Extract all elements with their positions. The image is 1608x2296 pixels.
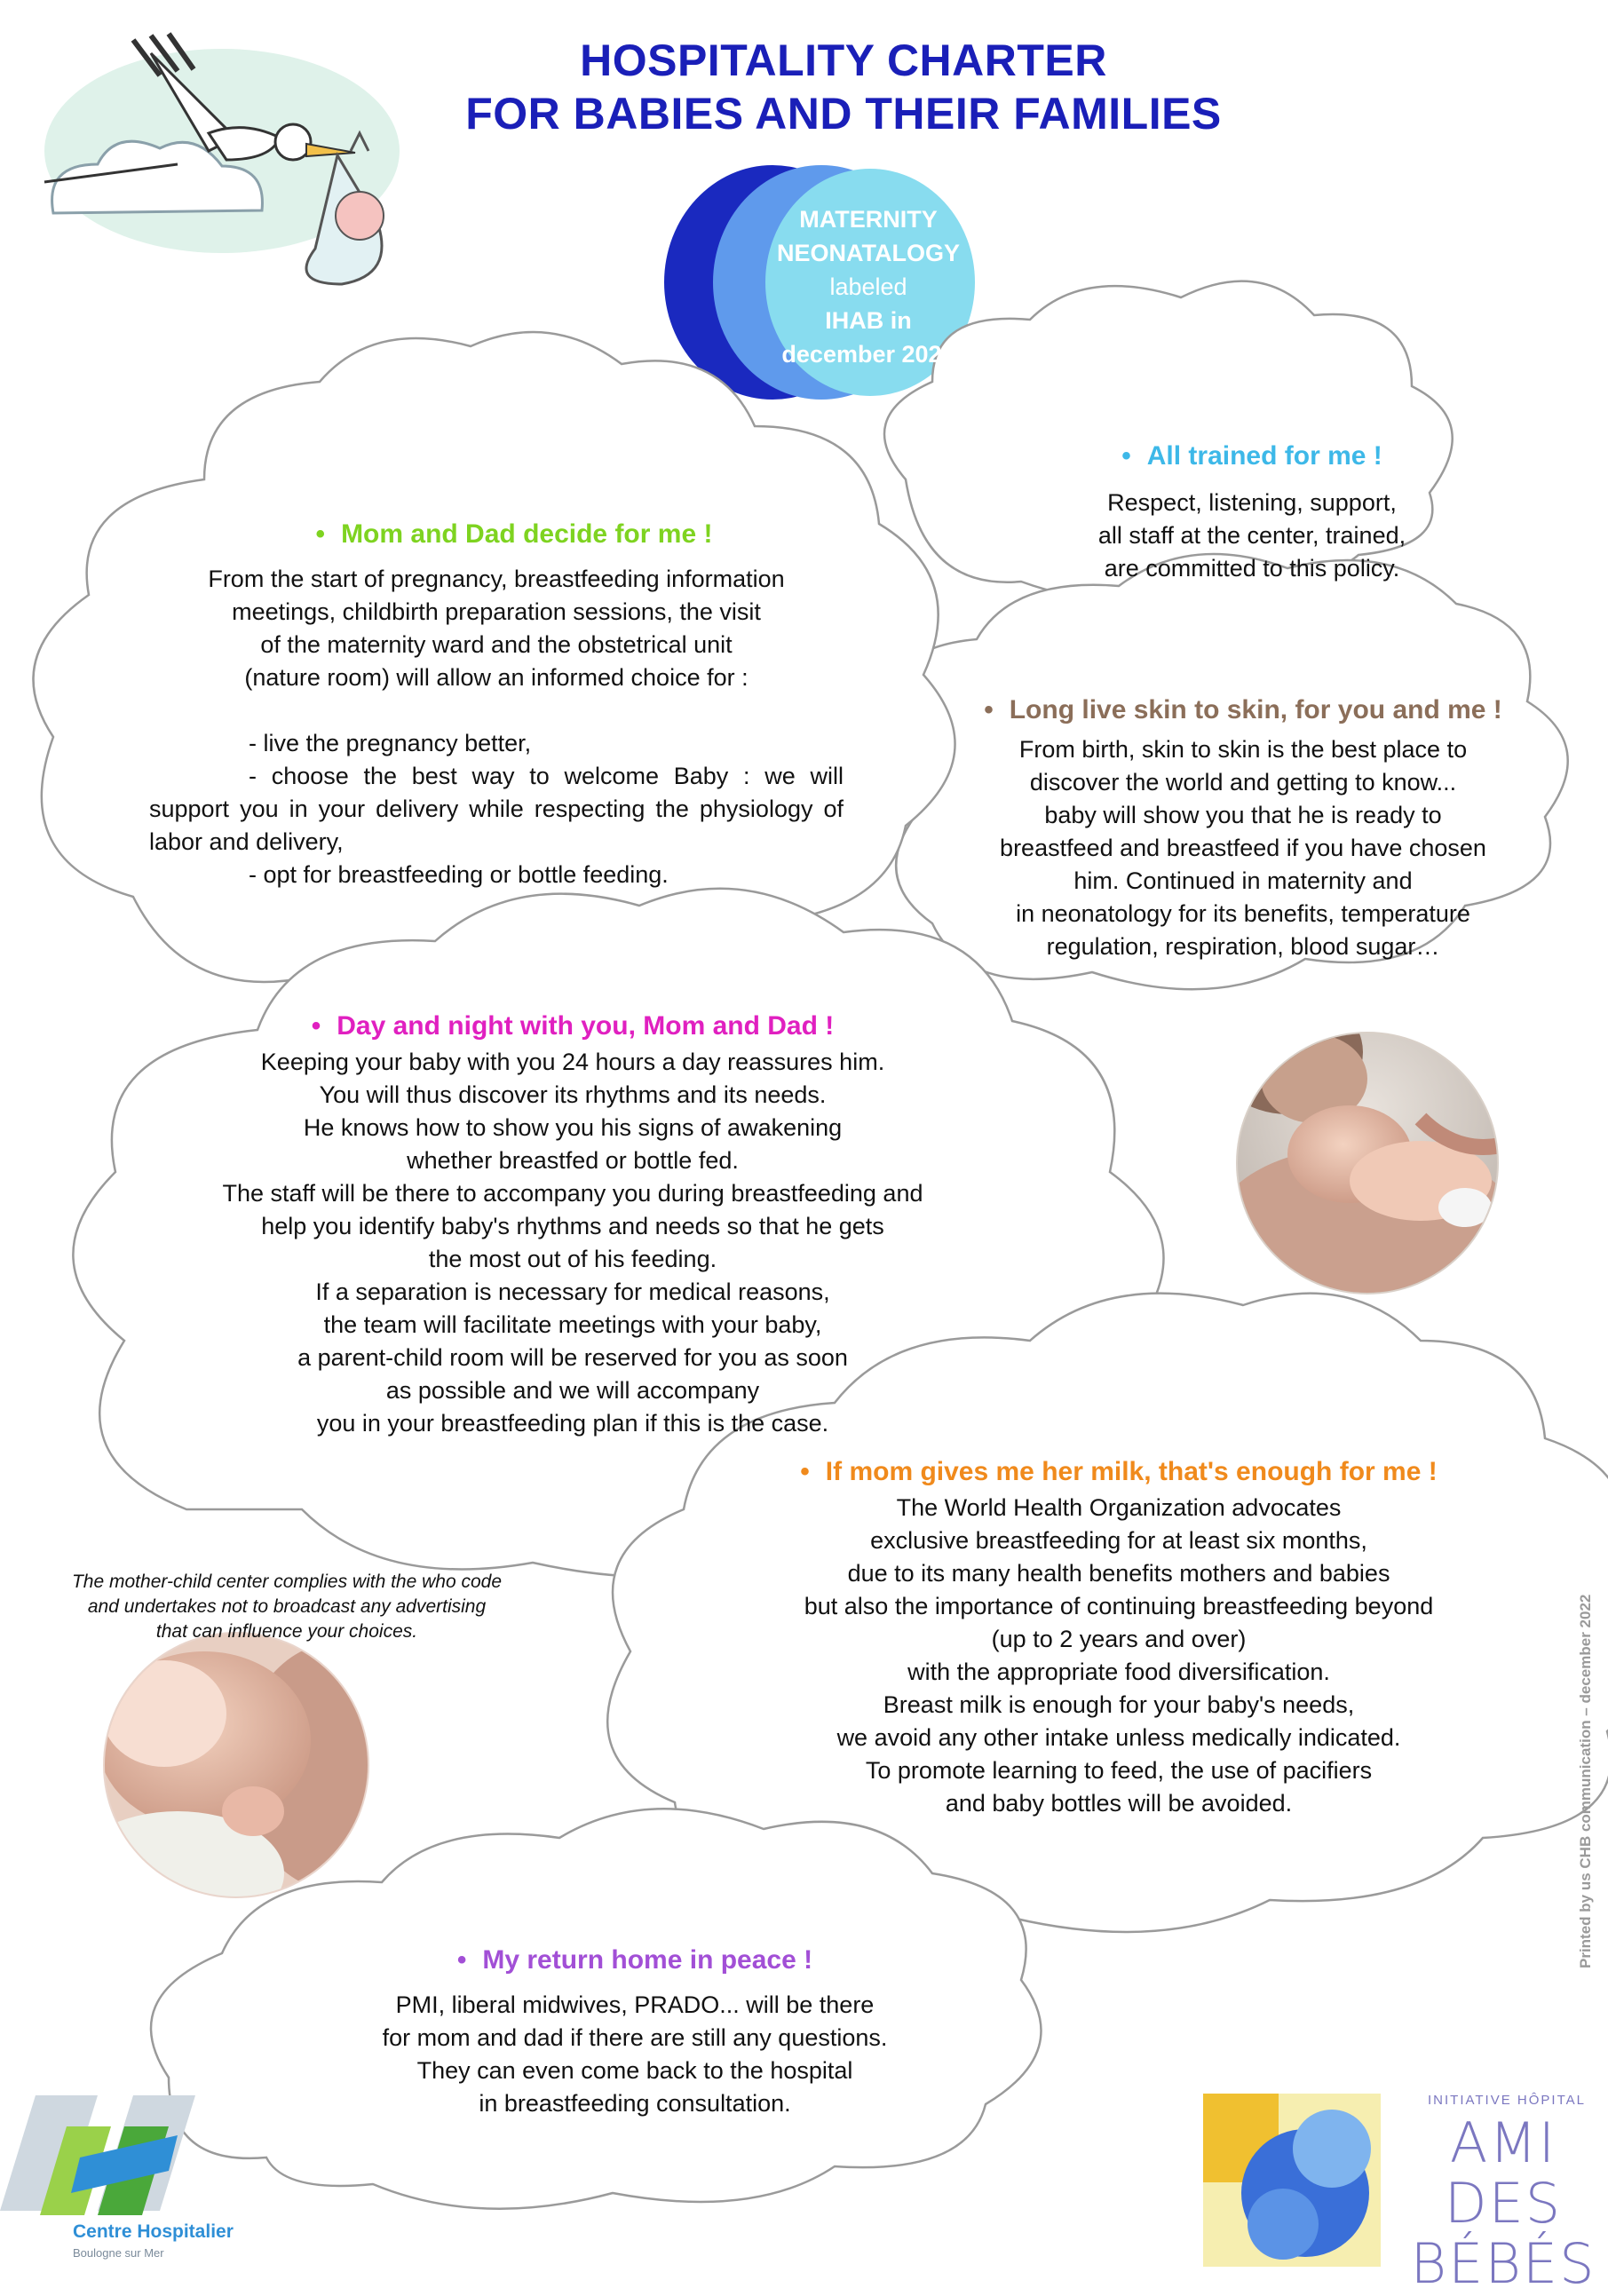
- section-body: From birth, skin to skin is the best place to discover the world and getting to know... baby will show you that he is ready to breastfeed and breastfeed if you have chosen him. Continued in maternity and in neonatology for its benefits, temperature regulation, respiration, blood sugar…: [1000, 736, 1486, 960]
- title-line-2: FOR BABIES AND THEIR FAMILIES: [465, 89, 1222, 139]
- section-body: Keeping your baby with you 24 hours a day reassures him. You will thus discover its rhythms and its needs. He knows how to show you his signs of awakening whether breastfed or bottle fed. The staff will be there to accompany you during breastfeeding and help you identify baby's rhythms and needs so that he gets the most out of his feeding. If a separation is necessary for medical reasons, the team will facilitate meetings with your baby, a parent-child room will be reserved for you as soon as possible and we will accompany you in your breastfeeding plan if this is the case.: [222, 1049, 923, 1437]
- who-code-note: The mother-child center complies with the who code and undertakes not to broadcast any advertising that can influence your choices.: [71, 1572, 502, 1642]
- badge-line: labeled: [829, 273, 907, 300]
- ihab-badge: [735, 202, 1002, 371]
- section-heading: • All trained for me !: [1121, 441, 1382, 471]
- section-heading: • My return home in peace !: [456, 1945, 813, 1975]
- section-body: PMI, liberal midwives, PRADO... will be there for mom and dad if there are still any questions. They can even come back to the hospital in breastfeeding consultation.: [382, 1991, 888, 2117]
- bullet-icon: •: [311, 1011, 321, 1041]
- page-title: [320, 34, 1367, 140]
- badge-line: MATERNITY: [799, 206, 938, 233]
- section-heading: • If mom gives me her milk, that's enough for me !: [800, 1457, 1438, 1486]
- bullet-icon: •: [456, 1945, 467, 1975]
- section-daynight: [142, 1009, 1003, 1440]
- section-heading: • Long live skin to skin, for you and me !: [984, 695, 1502, 724]
- bullet-icon: •: [984, 695, 994, 724]
- section-trained: [941, 439, 1563, 585]
- title-line-1: HOSPITALITY CHARTER: [580, 36, 1107, 85]
- badge-line: NEONATALOGY: [777, 240, 960, 266]
- section-milk: [675, 1454, 1563, 1820]
- bullet-icon: •: [800, 1457, 810, 1486]
- dad-baby-photo: [1212, 990, 1518, 1305]
- section-home: [293, 1943, 977, 2120]
- section-body: From the start of pregnancy, breastfeeding information meetings, childbirth preparation sessions, the visit of the maternity ward and the obstetrical unit (nature room) will allow an informed choice for : - live the pregnancy better, - choose the best way to welcome Baby : we will support you in your delivery while respecting the physiology of labor and delivery, - opt for breastfeeding or bottle feeding.: [149, 566, 844, 888]
- logo-place: Boulogne sur Mer: [73, 2246, 164, 2260]
- logo-initiative: INITIATIVE HÔPITAL: [1428, 2093, 1586, 2108]
- ami-des-bebes-logo: [1203, 2094, 1381, 2267]
- badge-line: december 2022: [781, 341, 955, 368]
- bullet-icon: •: [1121, 441, 1131, 471]
- section-skin: [923, 693, 1563, 963]
- section-decide: [149, 517, 844, 891]
- section-heading: • Day and night with you, Mom and Dad !: [311, 1011, 835, 1041]
- section-body: Respect, listening, support, all staff at the center, trained, are committed to this policy.: [1097, 489, 1406, 582]
- printed-by-credit: Printed by us CHB communication – december 2022: [1577, 1594, 1594, 1968]
- bullet-icon: •: [315, 519, 326, 549]
- section-body: The World Health Organization advocates exclusive breastfeeding for at least six months, due to its many health benefits mothers and babies but also the importance of continuing breastfeeding beyond (up to 2 years and over) with the appropriate food diversification. Breast milk is enough for your baby's needs, we avoid any other intake unless medically indicated. To promote learning to feed, the use of pacifiers and baby bottles will be avoided.: [804, 1494, 1434, 1817]
- logo-ami-des-bebes: AMI DES BÉBÉS: [1410, 2110, 1596, 2296]
- badge-line: IHAB in: [825, 307, 912, 334]
- logo-name: Centre Hospitalier: [73, 2221, 234, 2242]
- section-heading: • Mom and Dad decide for me !: [315, 519, 713, 549]
- centre-hospitalier-logo: [0, 2095, 195, 2215]
